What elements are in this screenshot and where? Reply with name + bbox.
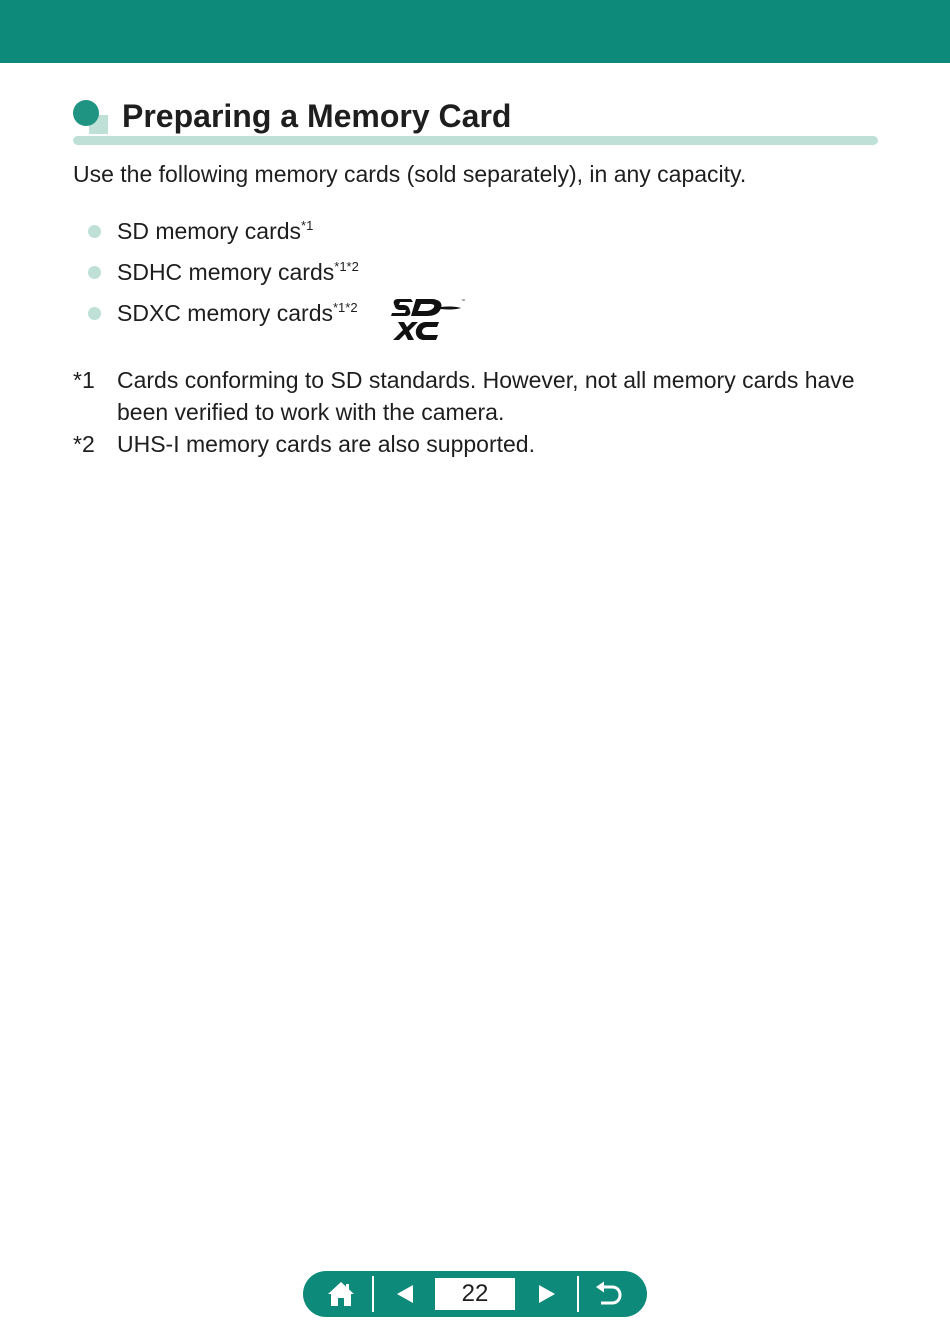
- nav-divider: [372, 1276, 374, 1312]
- home-icon: [326, 1280, 356, 1308]
- card-type-label: SD memory cards: [117, 218, 302, 244]
- footnote-ref: *1*2: [332, 300, 358, 315]
- footnote: [73, 428, 873, 460]
- page-number: 22: [435, 1278, 515, 1310]
- footnote-mark: *1: [73, 367, 95, 393]
- bullet-icon: [88, 307, 101, 320]
- card-type-label: SDXC memory cards: [117, 300, 333, 326]
- footnote-ref: *1*2: [334, 259, 359, 274]
- page-navigation: [303, 1271, 647, 1317]
- card-type-label: SDHC memory cards: [117, 259, 335, 285]
- next-page-button[interactable]: [523, 1271, 571, 1317]
- footnotes: [73, 364, 873, 460]
- previous-page-button[interactable]: [381, 1271, 429, 1317]
- section-heading: [73, 98, 878, 148]
- intro-text: Use the following memory cards (sold separately), in any capacity.: [73, 161, 747, 187]
- previous-icon: [394, 1283, 416, 1305]
- back-button[interactable]: [585, 1271, 633, 1317]
- footnote-mark: *2: [73, 431, 95, 457]
- bullet-icon: [88, 266, 101, 279]
- svg-text:™: ™: [461, 298, 465, 303]
- next-icon: [536, 1283, 558, 1305]
- footnote-ref: *1: [301, 218, 314, 233]
- back-icon: [595, 1281, 623, 1307]
- footnote: [73, 364, 873, 428]
- top-banner: [0, 0, 950, 63]
- home-button[interactable]: [317, 1271, 365, 1317]
- heading-underline: [73, 136, 878, 145]
- sdxc-logo-icon: [389, 296, 469, 342]
- nav-divider: [577, 1276, 579, 1312]
- footnote-text: Cards conforming to SD standards. However, not all memory cards have been verified to work with the camera.: [117, 367, 855, 425]
- bullet-icon: [88, 225, 101, 238]
- footnote-text: UHS-I memory cards are also supported.: [117, 431, 535, 457]
- page-title: Preparing a Memory Card: [122, 98, 512, 134]
- section-marker-icon: [73, 100, 111, 134]
